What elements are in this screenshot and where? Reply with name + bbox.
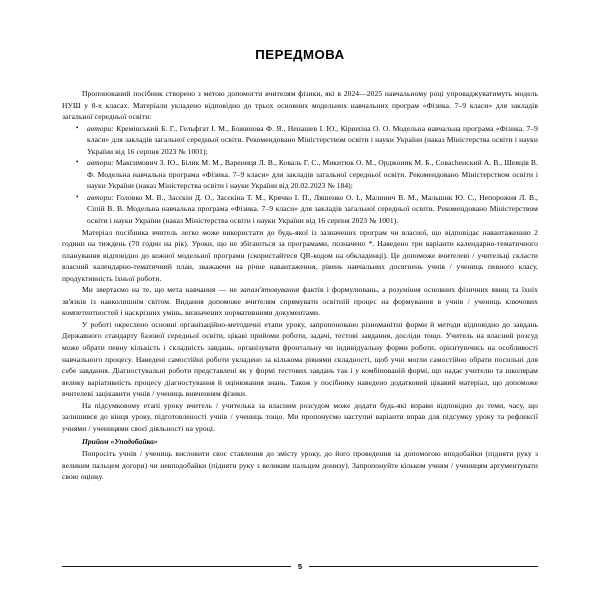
- goal-text-middle: фактів і формулювань, а: [299, 285, 389, 295]
- intro-paragraph: Пропонований посібник створено з метою допомогти вчителям фізики, які в 2024—2025 навчальному році упроваджуватимуть модель НУШ у 8-х класах. Матеріали укладено відповідно до трьох основних модельних навчальних програм «Фізика. 7–9 класи» для закладів загальної середньої освіти:: [62, 89, 538, 122]
- list-item-text: Головко М. В., Засєкін Д. О., Засєкіна Т. М., Крячко І. П., Ляшенко О. І., Малинич В. М., Мальшик Ю. С., Непорожня Л. В., Сіпій В. В. Модельна навчальна програма «Фізика. 7–9 класи» для закладів загальної середньої освіти. Рекомендовано Міністерством освіти і науки України (наказ Міністерства освіти і науки України від 16 серпня 2023 № 1001).: [87, 192, 538, 226]
- list-item-text: Максимович З. Ю., Білик М. М., Варениця Л. В., Коваль Г. С., Микитюк О. М., Орджоник М. Б., Совachенский А. В., Шевців В. Ф. Модельна навчальна програма «Фізика. 7–9 класи» для закладів загальної середньої освіти. Рекомендовано Міністерством освіти і науки України (наказ Міністерства освіти і науки України від 20.02.2023 № 184);: [87, 158, 538, 191]
- footer-rule-right: [309, 566, 538, 567]
- list-item-lead: автори:: [87, 192, 114, 202]
- goal-text-after: основних фізичних явищ та їхніх зв'язків із навколишнім світом. Видання допоможе вчителям спрямувати освітній процес на формування в учнів / учениць ключових компетентностей і наскрізних умінь, визначених нормативними документами.: [62, 285, 538, 318]
- footer-rule-left: [62, 566, 291, 567]
- list-item-lead: автори:: [87, 158, 114, 168]
- technique-paragraph: Попросіть учнів / учениць висловити своє ставлення до змісту уроку, до його проведення за допомогою вподобайки (підняти руку з великим пальцем догори) чи невподобайки (підняти руку з великим пальцем донизу). Запропонуйте кільком учням / ученицям аргументувати свою оцінку.: [62, 448, 538, 482]
- body-paragraph-goal: [62, 284, 538, 319]
- list-item-text: Кремінський Б. Г., Гельфгат І. М., Божинова Ф. Я., Ненашев І. Ю., Кірюхіна О. О. Модельна навчальна програма «Фізика. 7–9 класи» для закладів загальної середньої освіти. Рекомендовано Міністерством освіти і науки України (наказ Міністерства освіти і науки України від 16 серпня 2023 № 1001);: [87, 123, 538, 156]
- page-content: [62, 0, 538, 483]
- body-paragraph-methods: У роботі окреслено основні організаційно-методичні етапи уроку, запропоновано різноманітні форми й методи відповідно до завдань Державного стандарту базової середньої освіти, цікаві прийоми роботи, задачі, тестові завдання, досліди тощо. Учитель на власний розсуд може обрати певну кількість і складність завдань, організувати фронтальну чи індивідуальну форми роботи, орієнтуючись на особливості навчального процесу. Наведені самостійні роботи укладено за кількома рівнями складності, щоб учні могли самостійно обрати посильні для себе завдання. Діагностувальні роботи представлені як у формі тестових завдань так і у комбінованій формі, що надає учителю та школярам велику варіативність процесу діагностування й оцінювання знань. Також у посібнику наведено додатковий цікавий матеріал, що допоможе вчителеві зацікавити учнів / учениць вивченням фізики.: [62, 319, 538, 399]
- bullet-dot: •: [76, 192, 79, 201]
- page-footer: [62, 563, 538, 571]
- page-number: 5: [297, 561, 303, 571]
- page-title: ПЕРЕДМОВА: [255, 47, 345, 62]
- goal-text-before: Ми звертаємо на те, що мета навчання — не: [82, 285, 240, 295]
- goal-emphasis-memorization: запам'ятовування: [240, 285, 300, 295]
- bullet-dot: •: [76, 123, 79, 132]
- program-list: [62, 123, 538, 227]
- list-item: [62, 157, 538, 192]
- technique-heading: Прийом «Уподобайка»: [82, 437, 158, 447]
- goal-emphasis-understanding: розуміння: [388, 285, 421, 295]
- bullet-dot: •: [76, 158, 79, 167]
- list-item-lead: автори:: [87, 123, 114, 133]
- body-paragraph-summary-stage: На підсумковому етапі уроку вчитель / учителька за власним розсудом може додати будь-які вправи відповідно до теми, часу, що залишився до кінця уроку, підготовленості учнів / учениць тощо. Ми пропонуємо наступні варіанти вправ для підсумку уроку та рефлексії учнями / ученицями своєї діяльності на уроці.: [62, 400, 538, 433]
- list-item: [62, 123, 538, 158]
- body-paragraph-materials: Матеріал посібника вчитель легко може використати до будь-якої із зазначених програм чи власної, що відповідає навантаженню 2 години на тиждень (70 годин на рік). Уроки, що не збігаються за програмами, позначено *. Наведено три варіанти календарно-тематичного планування відповідно до кожної модельної програми (скористайтеся QR-кодом на обкладинці). Це допоможе вчителеві / учительці скласти власний календарно-тематичний план, зважаючи на річне навантаження, рівень навчальних досягнень учнів / учениць певного класу, продуктивність їхньої роботи.: [62, 227, 538, 283]
- list-item: [62, 192, 538, 227]
